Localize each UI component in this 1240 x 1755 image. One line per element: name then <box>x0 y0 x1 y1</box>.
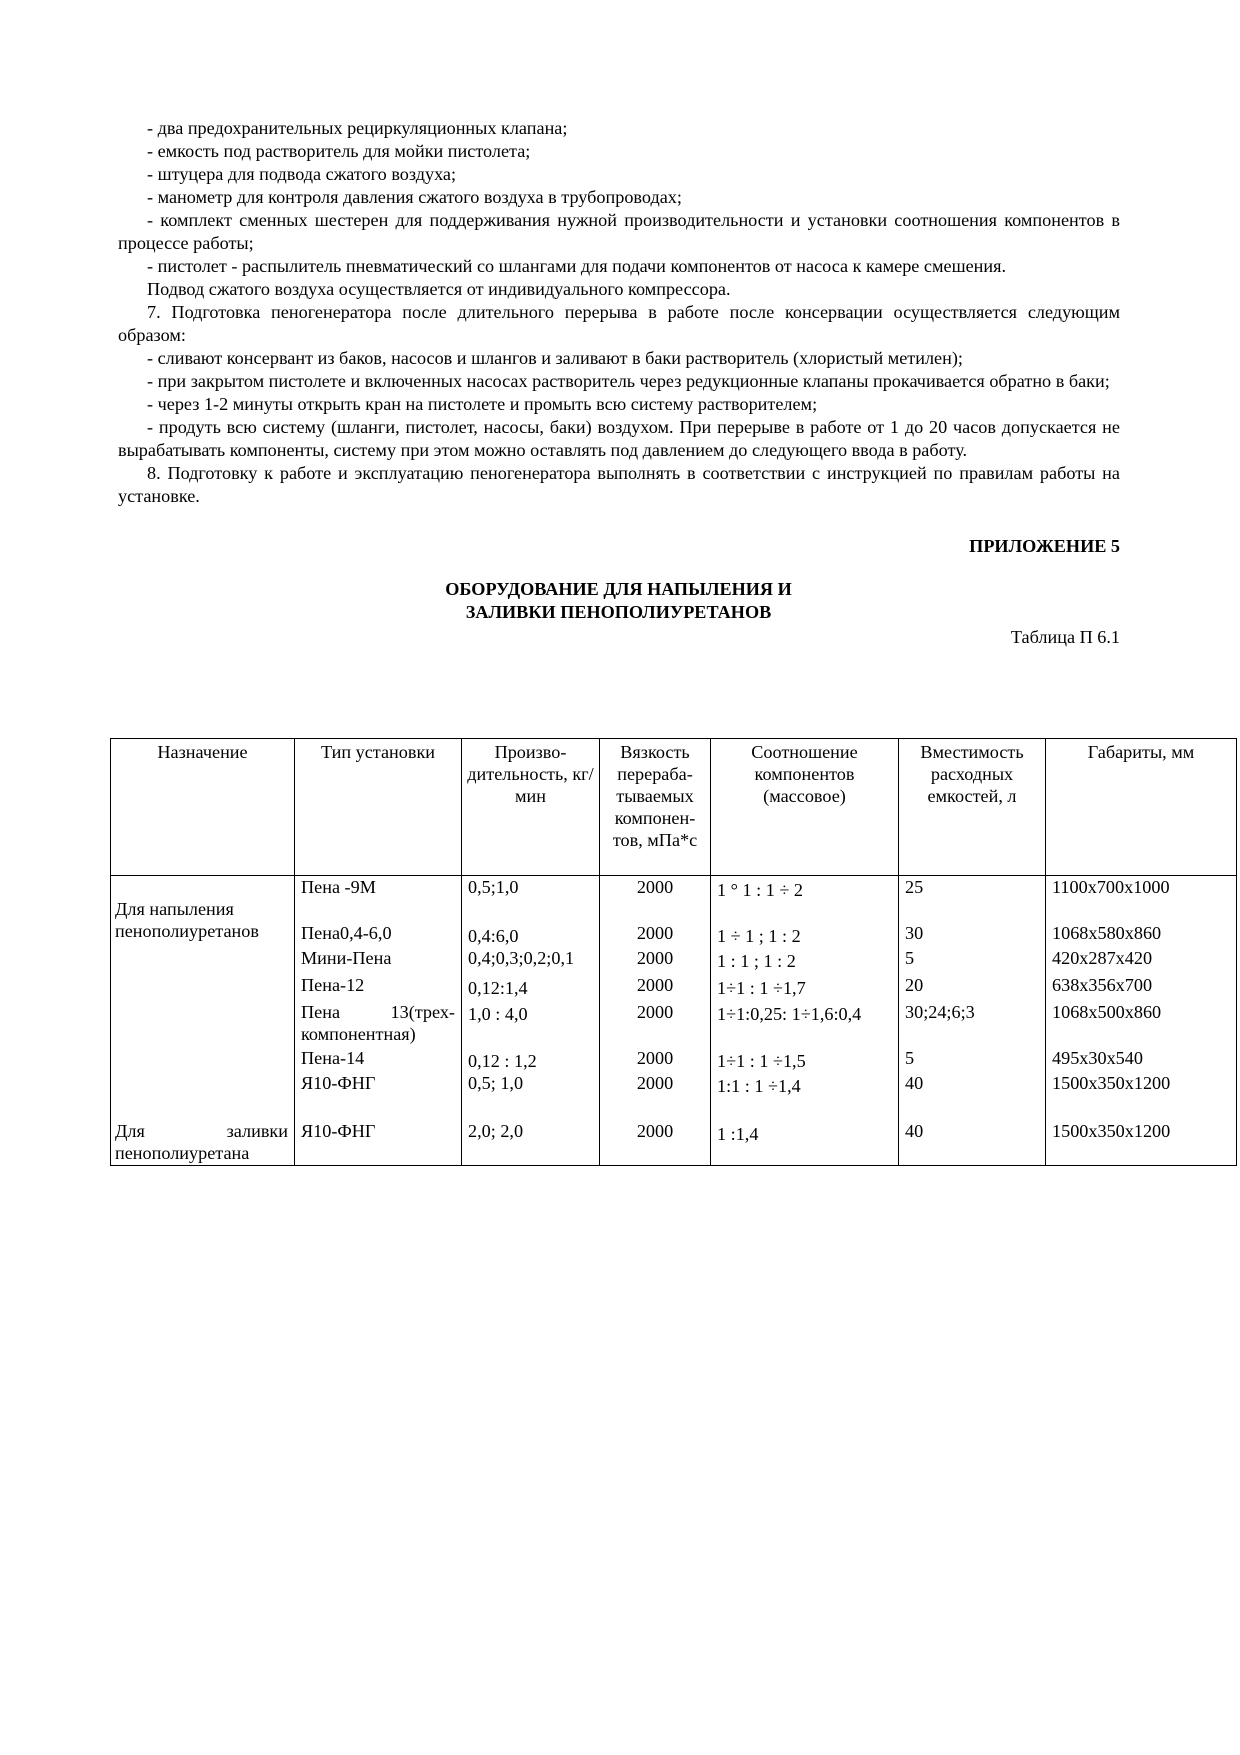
productivity-text: 0,4:6,0 <box>468 925 519 946</box>
type-cell: Пена-12 <box>295 974 462 1001</box>
type-text: 13(трех- <box>390 1001 455 1022</box>
ratio-cell <box>711 947 899 974</box>
productivity-cell <box>462 974 600 1001</box>
dimensions-cell: 638х356х700 <box>1046 974 1237 1001</box>
paragraph: - через 1-2 минуты открыть кран на пистолете и промыть всю систему растворителем; <box>147 394 818 414</box>
table-label: Таблица П 6.1 <box>1010 627 1120 647</box>
ratio-text: 1 ÷ 1 ; 1 : 2 <box>717 925 801 946</box>
paragraph: - штуцера для подвода сжатого воздуха; <box>147 164 457 184</box>
productivity-cell: 2,0; 2,0 <box>462 1120 600 1166</box>
type-cell: Пена -9М <box>295 876 462 922</box>
title-line: ЗАЛИВКИ ПЕНОПОЛИУРЕТАНОВ <box>465 602 772 622</box>
capacity-cell: 40 <box>899 1120 1046 1166</box>
table-row <box>111 1120 1237 1166</box>
viscosity-cell: 2000 <box>600 974 711 1001</box>
productivity-text: 0,12 : 1,2 <box>468 1050 537 1071</box>
dimensions-cell: 1068х500х860 <box>1046 1001 1237 1047</box>
productivity-cell <box>462 922 600 947</box>
header-productivity: Произво-дительность, кг/мин <box>462 739 600 876</box>
viscosity-cell: 2000 <box>600 1047 711 1072</box>
ratio-cell <box>711 1001 899 1047</box>
type-cell: Я10-ФНГ <box>295 1072 462 1120</box>
header-capacity: Вместимость расходных емкостей, л <box>899 739 1046 876</box>
dimensions-cell: 1068х580х860 <box>1046 922 1237 947</box>
ratio-cell <box>711 922 899 947</box>
productivity-text: 1,0 : 4,0 <box>468 1003 528 1024</box>
header-type: Тип установки <box>295 739 462 876</box>
type-text-line <box>301 1001 455 1023</box>
viscosity-cell: 2000 <box>600 922 711 947</box>
table-row <box>111 876 1237 922</box>
paragraph: 7. Подготовка пеногенератора после длительного перерыва в работе после консервации осуществляется следующим образом: <box>118 302 1120 345</box>
viscosity-cell: 2000 <box>600 876 711 922</box>
purpose-text-line <box>115 1120 288 1142</box>
ratio-text: 1 : 1 ; 1 : 2 <box>717 950 796 971</box>
capacity-cell: 5 <box>899 1047 1046 1072</box>
type-text: Пена <box>301 1001 341 1022</box>
ratio-text: 1÷1:0,25: 1÷1,6:0,4 <box>717 1003 862 1024</box>
purpose-fill-cell <box>111 1120 295 1166</box>
ratio-text: 1 ° 1 : 1 ÷ 2 <box>717 880 803 900</box>
purpose-text: Для напыления <box>115 899 234 919</box>
productivity-cell: 0,5; 1,0 <box>462 1072 600 1120</box>
capacity-cell: 25 <box>899 876 1046 922</box>
ratio-cell <box>711 1047 899 1072</box>
ratio-cell <box>711 876 899 922</box>
type-text: компонентная) <box>301 1023 416 1044</box>
type-cell: Я10-ФНГ <box>295 1120 462 1166</box>
dimensions-cell: 1500х350х1200 <box>1046 1120 1237 1166</box>
type-cell: Пена0,4-6,0 <box>295 922 462 947</box>
dimensions-cell: 420х287х420 <box>1046 947 1237 974</box>
paragraph: - сливают консервант из баков, насосов и шлангов и заливают в баки растворитель (хлористый метилен); <box>147 348 963 368</box>
document-title <box>118 578 1120 624</box>
header-viscosity: Вязкость перераба-тываемых компонен-тов, мПа*с <box>600 739 711 876</box>
productivity-cell: 0,4;0,3;0,2;0,1 <box>462 947 600 974</box>
purpose-text: заливки <box>226 1120 288 1141</box>
viscosity-cell: 2000 <box>600 1001 711 1047</box>
appendix-heading: ПРИЛОЖЕНИЕ 5 <box>969 536 1120 556</box>
viscosity-cell: 2000 <box>600 1120 711 1166</box>
ratio-cell <box>711 1120 899 1166</box>
ratio-text: 1÷1 : 1 ÷1,7 <box>717 977 806 998</box>
viscosity-cell: 2000 <box>600 947 711 974</box>
paragraph: - пистолет - распылитель пневматический со шлангами для подачи компонентов от насоса к камере смешения. <box>147 256 1007 276</box>
purpose-spray-cell <box>111 876 295 1120</box>
capacity-cell: 20 <box>899 974 1046 1001</box>
type-cell: Пена-14 <box>295 1047 462 1072</box>
dimensions-cell: 1100х700х1000 <box>1046 876 1237 922</box>
header-purpose: Назначение <box>111 739 295 876</box>
paragraph: - комплект сменных шестерен для поддерживания нужной производительности и установки соотношения компонентов в процессе работы; <box>118 210 1120 253</box>
document-body <box>118 117 1120 649</box>
ratio-cell <box>711 974 899 1001</box>
ratio-cell <box>711 1072 899 1120</box>
header-dimensions: Габариты, мм <box>1046 739 1237 876</box>
paragraph: - два предохранительных рециркуляционных клапана; <box>147 118 568 138</box>
capacity-cell: 30;24;6;3 <box>899 1001 1046 1047</box>
type-cell: Мини-Пена <box>295 947 462 974</box>
purpose-text: пенополиуретана <box>115 1142 250 1163</box>
paragraph: 8. Подготовку к работе и эксплуатацию пеногенератора выполнять в соответствии с инструкцией по правилам работы на установке. <box>118 463 1120 506</box>
title-line: ОБОРУДОВАНИЕ ДЛЯ НАПЫЛЕНИЯ И <box>445 579 792 599</box>
dimensions-cell: 495х30х540 <box>1046 1047 1237 1072</box>
productivity-cell: 0,5;1,0 <box>462 876 600 922</box>
capacity-cell: 5 <box>899 947 1046 974</box>
paragraph: - емкость под растворитель для мойки пистолета; <box>147 141 531 161</box>
paragraph: Подвод сжатого воздуха осуществляется от индивидуального компрессора. <box>147 279 731 299</box>
productivity-cell <box>462 1047 600 1072</box>
table-header-row <box>111 739 1237 876</box>
ratio-text: 1:1 : 1 ÷1,4 <box>717 1075 801 1096</box>
capacity-cell: 40 <box>899 1072 1046 1120</box>
dimensions-cell: 1500х350х1200 <box>1046 1072 1237 1120</box>
paragraph: - манометр для контроля давления сжатого воздуха в трубопроводах; <box>147 187 682 207</box>
purpose-text: Для <box>115 1120 145 1141</box>
capacity-cell: 30 <box>899 922 1046 947</box>
paragraph: - при закрытом пистолете и включенных насосах растворитель через редукционные клапаны прокачивается обратно в баки; <box>147 371 1110 391</box>
ratio-text: 1÷1 : 1 ÷1,5 <box>717 1050 806 1071</box>
viscosity-cell: 2000 <box>600 1072 711 1120</box>
ratio-text: 1 :1,4 <box>717 1123 759 1144</box>
equipment-table <box>110 738 1237 1166</box>
paragraph: - продуть всю систему (шланги, пистолет, насосы, баки) воздухом. При перерыве в работе от 1 до 20 часов допускается не вырабатывать компоненты, систему при этом можно оставлять под давлением до следующего ввода в работу. <box>118 417 1120 460</box>
productivity-text: 0,12:1,4 <box>468 977 528 998</box>
productivity-cell <box>462 1001 600 1047</box>
type-cell <box>295 1001 462 1047</box>
header-ratio: Соотношение компонентов (массовое) <box>711 739 899 876</box>
purpose-text: пенополиуретанов <box>115 921 259 941</box>
